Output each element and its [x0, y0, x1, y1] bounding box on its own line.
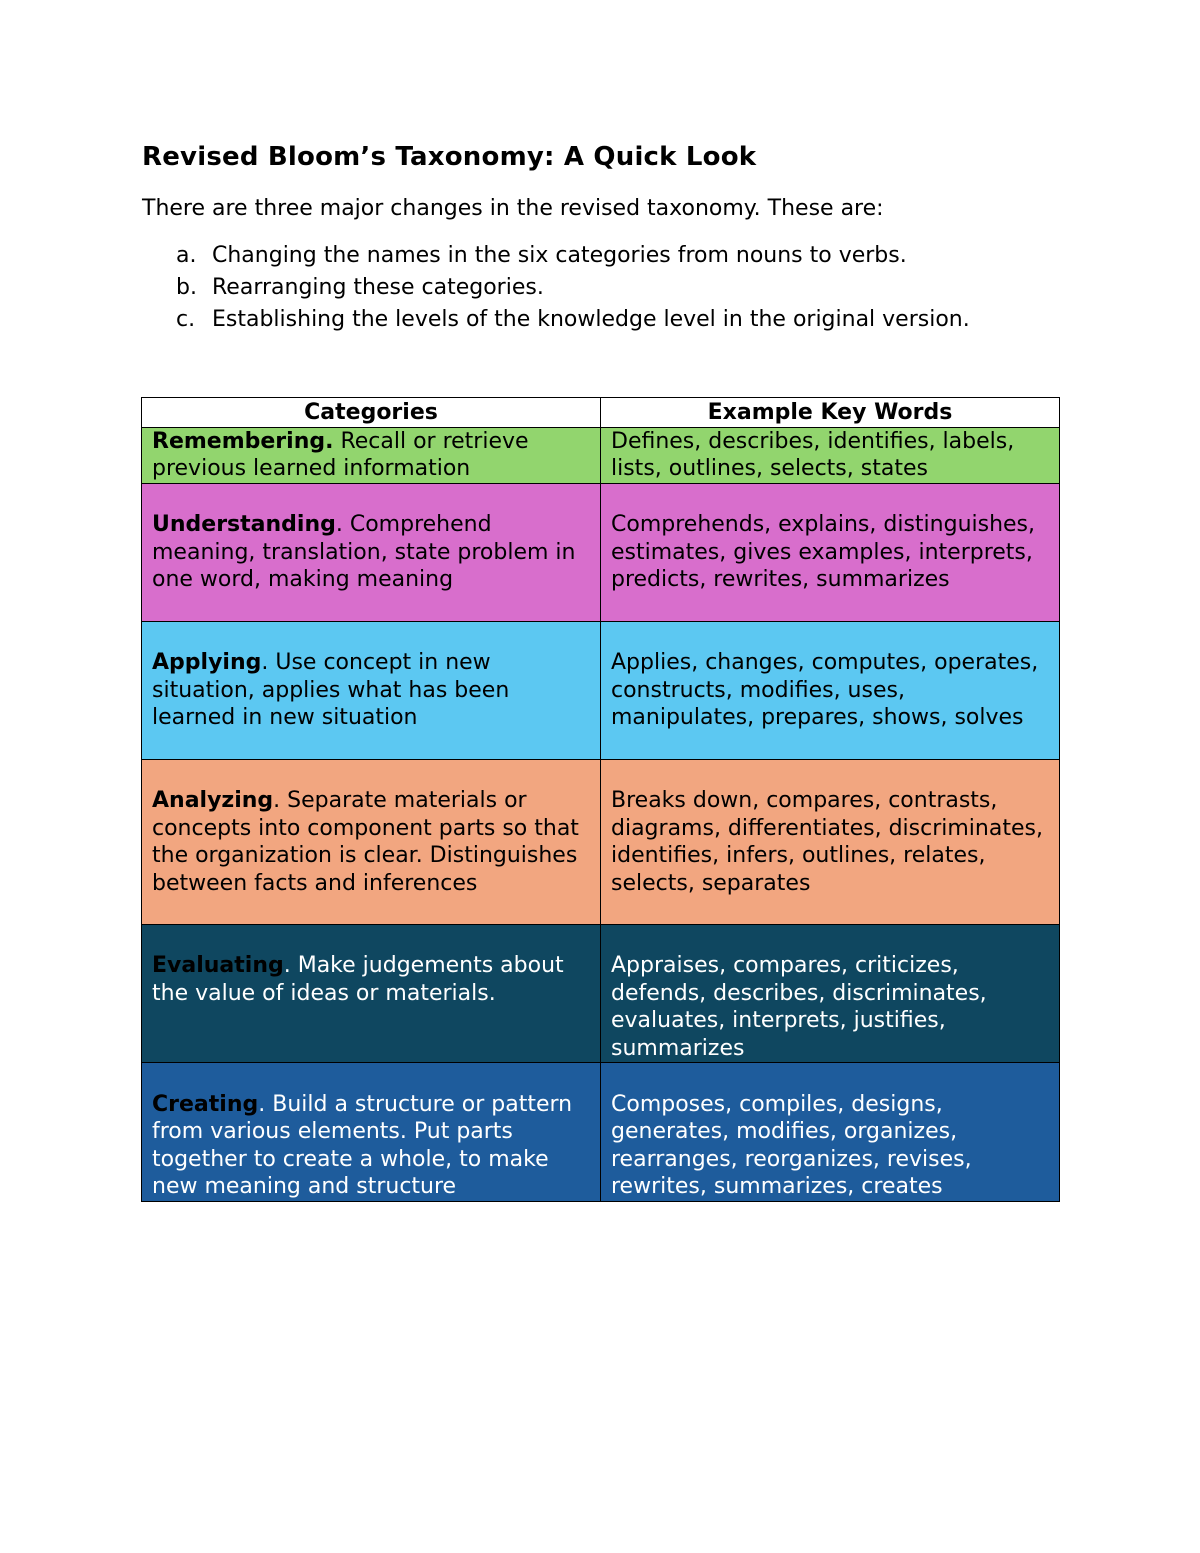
keywords-cell — [601, 759, 1060, 924]
category-term: Remembering. — [152, 428, 334, 454]
category-description: . Separate materials or concepts into component parts so that the organization is clear. Distinguishes between facts and inferences — [152, 788, 579, 896]
column-header-categories: Categories — [142, 398, 601, 428]
list-item — [142, 240, 970, 272]
keywords-text: Composes, compiles, designs, generates, modifies, organizes, rearranges, reorganizes, revises, rewrites, summarizes, creates — [611, 1091, 972, 1199]
list-marker: b. — [176, 275, 197, 300]
table-row — [142, 621, 1060, 759]
category-cell — [142, 759, 601, 924]
list-item-text: Rearranging these categories. — [212, 275, 544, 300]
category-cell — [142, 483, 601, 621]
cell-spacer — [611, 1063, 1049, 1091]
list-item — [142, 272, 970, 304]
table-row — [142, 924, 1060, 1063]
keywords-cell — [601, 483, 1060, 621]
keywords-text: Defines, describes, identifies, labels, lists, outlines, selects, states — [611, 428, 1015, 481]
category-term: Applying — [152, 650, 262, 675]
category-term: Understanding — [152, 512, 336, 537]
table-row — [142, 483, 1060, 621]
category-description: . Build a structure or pattern from various elements. Put parts together to create a whole, to make new meaning and structure — [152, 1091, 573, 1199]
cell-spacer — [152, 484, 590, 512]
keywords-cell — [601, 924, 1060, 1063]
keywords-text: Appraises, compares, criticizes, defends, describes, discriminates, evaluates, interprets, justifies, summarizes — [611, 953, 987, 1061]
cell-spacer — [152, 1063, 590, 1091]
keywords-text: Breaks down, compares, contrasts, diagrams, differentiates, discriminates, identifies, infers, outlines, relates, selects, separates — [611, 788, 1043, 896]
list-item-text: Establishing the levels of the knowledge level in the original version. — [212, 307, 970, 332]
category-cell — [142, 1063, 601, 1202]
keywords-cell — [601, 621, 1060, 759]
column-header-key-words: Example Key Words — [601, 398, 1060, 428]
list-marker: a. — [176, 243, 197, 268]
category-cell — [142, 621, 601, 759]
cell-spacer — [611, 760, 1049, 788]
cell-spacer — [152, 925, 590, 953]
category-cell — [142, 427, 601, 483]
table-row — [142, 1063, 1060, 1202]
category-description: . Make judgements about the value of ideas or materials. — [152, 953, 564, 1006]
taxonomy-table — [141, 397, 1060, 1202]
document-title: Revised Bloom’s Taxonomy: A Quick Look — [142, 142, 757, 172]
table-header-row — [142, 398, 1060, 428]
category-description: . Comprehend meaning, translation, state problem in one word, making meaning — [152, 512, 576, 592]
table-row — [142, 759, 1060, 924]
cell-spacer — [611, 484, 1049, 512]
category-cell — [142, 924, 601, 1063]
category-term: Analyzing — [152, 788, 274, 813]
list-item — [142, 304, 970, 336]
changes-list — [142, 240, 970, 336]
cell-spacer — [152, 622, 590, 650]
category-term: Creating — [152, 1091, 259, 1117]
keywords-text: Applies, changes, computes, operates, constructs, modifies, uses, manipulates, prepares, shows, solves — [611, 650, 1039, 730]
list-item-text: Changing the names in the six categories from nouns to verbs. — [212, 243, 907, 268]
category-description: . Use concept in new situation, applies what has been learned in new situation — [152, 650, 510, 730]
keywords-text: Comprehends, explains, distinguishes, estimates, gives examples, interprets, predicts, rewrites, summarizes — [611, 512, 1036, 592]
category-description: Recall or retrieve previous learned information — [152, 428, 529, 481]
table-row — [142, 427, 1060, 483]
list-marker: c. — [176, 307, 196, 332]
category-term: Evaluating — [152, 953, 284, 978]
cell-spacer — [152, 760, 590, 788]
cell-spacer — [611, 925, 1049, 953]
keywords-cell — [601, 427, 1060, 483]
intro-paragraph: There are three major changes in the revised taxonomy. These are: — [142, 196, 884, 221]
cell-spacer — [611, 622, 1049, 650]
keywords-cell — [601, 1063, 1060, 1202]
